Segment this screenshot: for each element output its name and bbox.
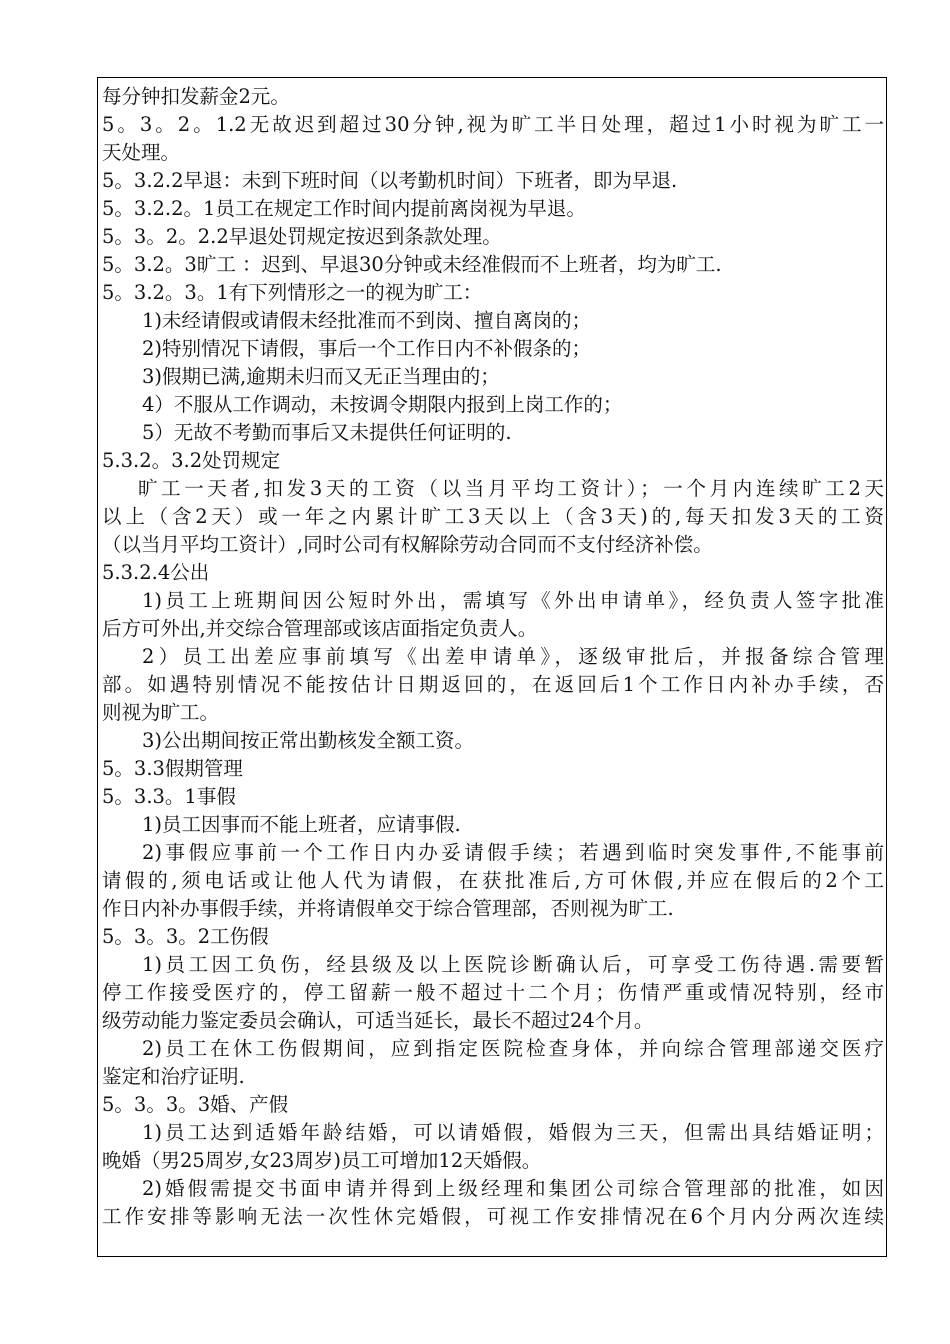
list-item: 1)员工达到适婚年龄结婚，可以请婚假，婚假为三天，但需出具结婚证明； — [142, 1121, 884, 1144]
text-line: 5。3.2。3。1有下列情形之一的视为旷工： — [102, 281, 483, 304]
text-line: 工作安排等影响无法一次性休完婚假，可视工作安排情况在6个月内分两次连续 — [102, 1205, 884, 1228]
list-item: 5）无故不考勤而事后又未提供任何证明的. — [142, 421, 512, 444]
text-line: 则视为旷工。 — [102, 701, 220, 724]
list-item: 2)员工在休工伤假期间，应到指定医院检查身体，并向综合管理部递交医疗 — [142, 1037, 884, 1060]
text-line: 5。3.2.2。1员工在规定工作时间内提前离岗视为早退。 — [102, 197, 586, 220]
text-line: 5。3.2.2早退：未到下班时间（以考勤机时间）下班者，即为早退. — [102, 169, 678, 192]
text-line: 停工作接受医疗的，停工留薪一般不超过十二个月；伤情严重或情况特别，经市 — [102, 981, 884, 1004]
text-line: 作日内补办事假手续，并将请假单交于综合管理部，否则视为旷工. — [102, 897, 674, 920]
list-item: 2)特别情况下请假，事后一个工作日内不补假条的； — [142, 337, 592, 360]
list-item: 2）员工出差应事前填写《出差申请单》，逐级审批后，并报备综合管理 — [142, 645, 884, 668]
text-line: 鉴定和治疗证明. — [102, 1065, 245, 1088]
section-heading: 5.3.2.4公出 — [102, 561, 210, 584]
list-item: 2)事假应事前一个工作日内办妥请假手续；若遇到临时突发事件,不能事前 — [142, 841, 884, 864]
list-item: 4）不服从工作调动，未按调令期限内报到上岗工作的； — [142, 393, 623, 416]
list-item: 3)假期已满,逾期未归而又无正当理由的； — [142, 365, 500, 388]
text-line: 晚婚（男25周岁,女23周岁)员工可增加12天婚假。 — [102, 1149, 542, 1172]
list-item: 1)员工因工负伤，经县级及以上医院诊断确认后，可享受工伤待遇.需要暂 — [142, 953, 884, 976]
section-heading: 5。3。3。2工伤假 — [102, 925, 269, 948]
text-line: 每分钟扣发薪金2元。 — [102, 85, 290, 108]
text-line: 请假的,须电话或让他人代为请假，在获批准后,方可休假,并应在假后的2个工 — [102, 869, 884, 892]
list-item: 1)未经请假或请假未经批准而不到岗、擅自离岗的； — [142, 309, 592, 332]
section-heading: 5。3。3。3婚、产假 — [102, 1093, 289, 1116]
list-item: 1)员工上班期间因公短时外出，需填写《外出申请单》，经负责人签字批准 — [142, 589, 884, 612]
document-text-box — [97, 77, 887, 1257]
text-line: 以上（含2天）或一年之内累计旷工3天以上（含3天)的,每天扣发3天的工资 — [102, 505, 884, 528]
text-line: 5。3.2。3旷工 ：迟到、早退30分钟或未经准假而不上班者，均为旷工. — [102, 253, 722, 276]
text-line: 部。如遇特别情况不能按估计日期返回的，在返回后1个工作日内补办手续，否 — [102, 673, 884, 696]
list-item: 2)婚假需提交书面申请并得到上级经理和集团公司综合管理部的批准，如因 — [142, 1177, 884, 1200]
list-item: 3)公出期间按正常出勤核发全额工资。 — [142, 729, 475, 752]
text-line: 级劳动能力鉴定委员会确认，可适当延长，最长不超过24个月。 — [102, 1009, 654, 1032]
text-line: 旷工一天者,扣发3天的工资（以当月平均工资计）；一个月内连续旷工2天 — [138, 477, 884, 500]
list-item: 1)员工因事而不能上班者，应请事假. — [142, 813, 461, 836]
text-line: 后方可外出,并交综合管理部或该店面指定负责人。 — [102, 617, 538, 640]
text-line: （以当月平均工资计）,同时公司有权解除劳动合同而不支付经济补偿。 — [102, 533, 713, 556]
text-line: 5。3。2。2.2早退处罚规定按迟到条款处理。 — [102, 225, 502, 248]
section-heading: 5。3.3。1事假 — [102, 785, 236, 808]
text-line: 天处理。 — [102, 141, 181, 164]
text-line: 5。3。2。1.2无故迟到超过30分钟,视为旷工半日处理，超过1小时视为旷工一 — [102, 113, 884, 136]
section-heading: 5.3.2。3.2处罚规定 — [102, 449, 281, 472]
section-heading: 5。3.3假期管理 — [102, 757, 243, 780]
